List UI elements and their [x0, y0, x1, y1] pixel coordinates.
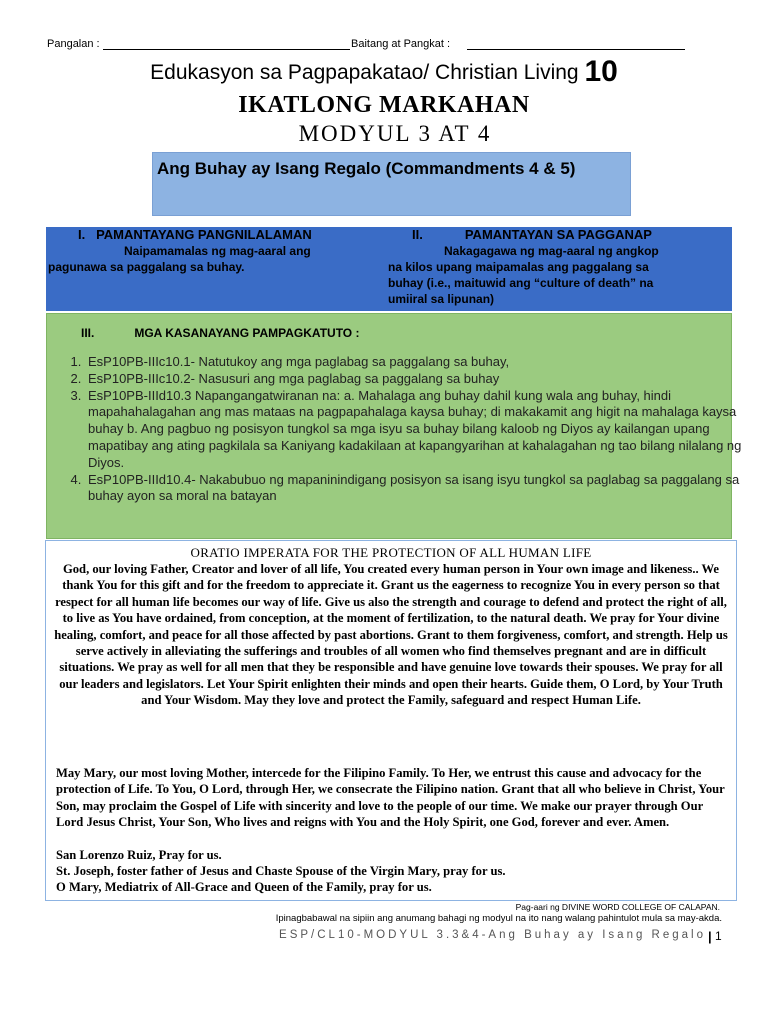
competencies-box	[46, 313, 742, 539]
content-standard-line1: Naipamamalas ng mag-aaral ang	[124, 244, 311, 258]
competencies-heading: III. MGA KASANAYANG PAMPAGKATUTO :	[81, 326, 360, 340]
lesson-title-box	[152, 152, 631, 216]
performance-standard-line4: umiiral sa lipunan)	[388, 292, 495, 306]
student-info-header	[0, 38, 768, 54]
module-title: MODYUL 3 AT 4	[298, 121, 492, 146]
course-title	[0, 54, 768, 91]
performance-standard	[388, 227, 726, 307]
course-title-text: Edukasyon sa Pagpapakatao/ Christian Living	[150, 61, 579, 84]
content-standard-heading: I. PAMANTAYANG PANGNILALAMAN	[78, 227, 312, 242]
competencies-list	[59, 354, 745, 505]
prayer-title: ORATIO IMPERATA FOR THE PROTECTION OF ALL HUMAN LIFE	[190, 545, 592, 560]
performance-standard-line1: Nakagagawa ng mag-aaral ng angkop	[444, 244, 659, 258]
standards-box	[46, 227, 732, 311]
grade-number: 10	[584, 55, 618, 88]
module-reference: ESP/CL10-MODYUL 3.3&4-Ang Buhay ay Isang Regalo	[279, 929, 706, 941]
name-label: Pangalan :	[47, 38, 100, 50]
competency-item: 3. EsP10PB-IIId10.3 Napangangatwiranan na: a. Mahalaga ang buhay dahil kung wala ang buhay, hindi mapahahalagahan ang mas mataas na pagpapahalaga kaysa buhay; di makakamit ang higit na mahalaga kaysa buhay b. Ang pagbuo ng posisyon tungkol sa mga isyu sa buhay bilang kaloob ng Diyos ay kailangan upang mapatibay ang ating pagkilala sa Kaniyang kadakilaan at kapangyarihan at kahalagahan ng tao bilang nilalang ng Diyos.	[85, 388, 745, 472]
content-standard-line2: pagunawa sa paggalang sa buhay.	[48, 260, 245, 274]
ownership-note: Pag-aari ng DIVINE WORD COLLEGE OF CALAPAN.	[515, 902, 720, 912]
page-separator: |	[708, 929, 712, 944]
competency-item: 4. EsP10PB-IIId10.4- Nakabubuo ng mapaninindigang posisyon sa isang isyu tungkol sa paglabag sa paggalang sa buhay ayon sa moral na batayan	[85, 472, 745, 506]
prayer-invocation-2: St. Joseph, foster father of Jesus and Chaste Spouse of the Virgin Mary, pray for us.	[56, 864, 506, 878]
performance-standard-line3: buhay (i.e., maituwid ang “culture of death” na	[388, 276, 654, 290]
prayer-paragraph-2: May Mary, our most loving Mother, intercede for the Filipino Family. To Her, we entrust this cause and advocacy for the protection of Life. To You, O Lord, through Her, we consecrate the Filipino nation. Grant that all who believe in Christ, Your Son, may proclaim the Gospel of Life with sincerity and love to the people of our time. We make our prayer through Our Lord Jesus Christ, Your Son, Who lives and reigns with You and the Holy Spirit, one God, forever and ever. Amen.	[56, 766, 725, 830]
prayer-box	[45, 540, 737, 901]
page-number: 1	[715, 929, 722, 943]
content-standard	[48, 227, 384, 275]
prayer-paragraph-1: God, our loving Father, Creator and lover of all life, You created every human person in Your own image and likeness.. We thank You for this gift and for the freedom to appreciate it. Grant us the eagerness to recognize You in every person so that respect for all human life becomes our way of life. Give us also the strength and courage to defend and protect the right of all, to live as You have ordained, from conception, at the moment of fertilization, to the natural death. We pray for Your divine healing, comfort, and peace for all those affected by past abortions. Grant to them forgiveness, comfort, and strength. Help us serve actively in alleviating the sufferings and troubles of all women who find themselves pregnant and are in difficult situations. We pray as well for all men that they be responsible and have genuine love towards their spouses. We pray for all our leaders and legislators. Let Your Spirit enlighten their minds and open their hearts. Guide them, O Lord, by Your Truth and Your Wisdom. May they love and protect the Family, safeguard and respect Human Life.	[54, 562, 728, 708]
name-field[interactable]	[103, 49, 350, 50]
lesson-title: Ang Buhay ay Isang Regalo (Commandments 4 & 5)	[157, 159, 576, 178]
quarter-title: IKATLONG MARKAHAN	[238, 92, 530, 118]
competency-item: 2. EsP10PB-IIIc10.2- Nasusuri ang mga paglabag sa paggalang sa buhay	[85, 371, 745, 388]
performance-standard-line2: na kilos upang maipamalas ang paggalang sa	[388, 260, 649, 274]
prayer-invocation-3: O Mary, Mediatrix of All-Grace and Queen of the Family, pray for us.	[56, 880, 432, 894]
grade-section-label: Baitang at Pangkat :	[351, 38, 451, 50]
copyright-notice: Ipinagbabawal na sipiin ang anumang bahagi ng modyul na ito nang walang pahintulot mula sa may-akda.	[275, 913, 722, 924]
prayer-invocation-1: San Lorenzo Ruiz, Pray for us.	[56, 848, 222, 862]
performance-standard-heading: II. PAMANTAYAN SA PAGGANAP	[412, 227, 652, 242]
competency-item: 1. EsP10PB-IIIc10.1- Natutukoy ang mga paglabag sa paggalang sa buhay,	[85, 354, 745, 371]
grade-section-field[interactable]	[467, 49, 685, 50]
